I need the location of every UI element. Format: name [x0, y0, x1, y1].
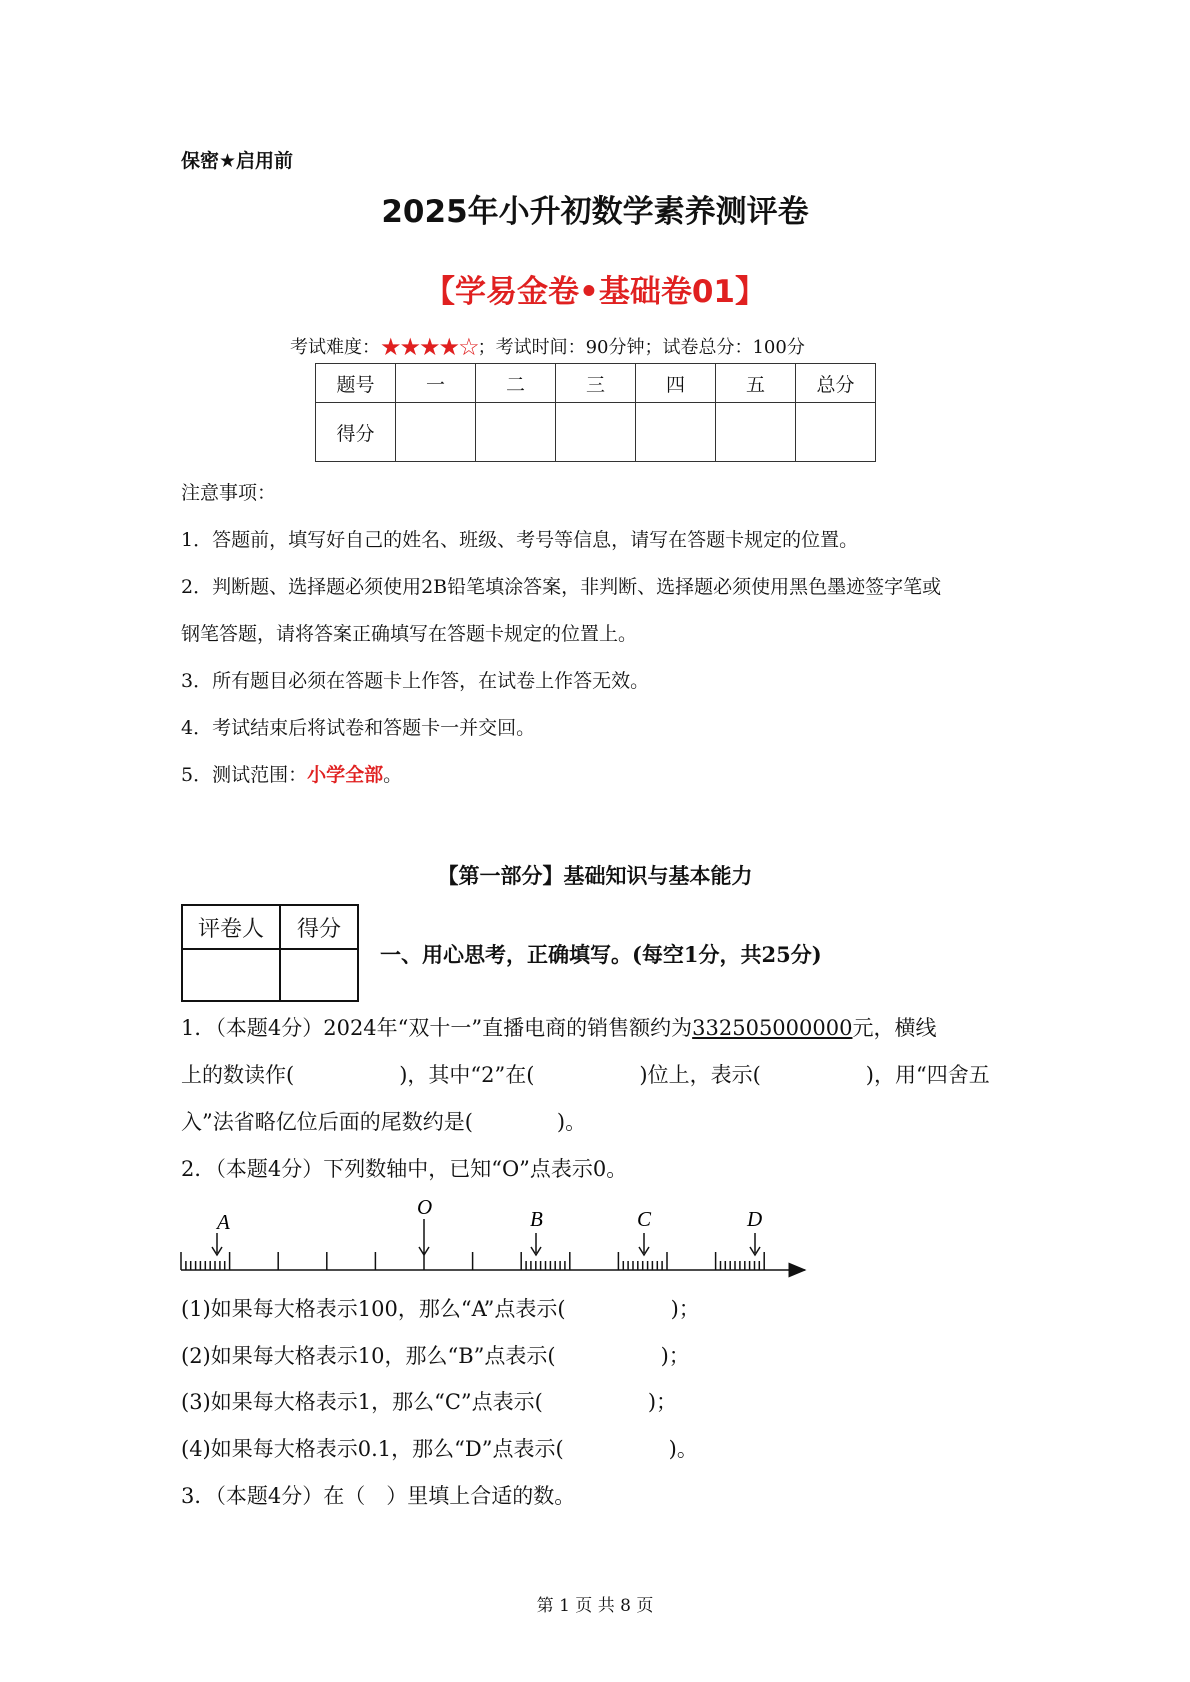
- score-cell[interactable]: [796, 403, 876, 462]
- q1-line2: 上的数读作( )，其中“2”在( )位上，表示( )，用“四舍五: [181, 1063, 990, 1087]
- note-item: 钢笔答题，请将答案正确填写在答题卡规定的位置上。: [181, 623, 638, 645]
- q2-sub2: (2)如果每大格表示10，那么“B”点表示( )；: [181, 1344, 690, 1368]
- score-table: [315, 363, 876, 462]
- note-item: 1．答题前，填写好自己的姓名、班级、考号等信息，请写在答题卡规定的位置。: [181, 529, 859, 551]
- score-header-cell: 三: [556, 364, 636, 403]
- score-header-cell: 题号: [316, 364, 396, 403]
- difficulty-label: 考试难度：: [290, 337, 380, 358]
- score-cell[interactable]: [636, 403, 716, 462]
- q1-line1: [181, 1012, 936, 1042]
- exam-title: 2025年小升初数学素养测评卷: [381, 194, 809, 230]
- score-cell[interactable]: [396, 403, 476, 462]
- label-d: D: [747, 1207, 763, 1231]
- difficulty-stars: ★★★★☆: [380, 333, 478, 361]
- note-item5-prefix: 5．测试范围：: [181, 764, 308, 786]
- label-b: B: [530, 1207, 543, 1231]
- score-header-cell: 五: [716, 364, 796, 403]
- q1-number: 332505000000: [692, 1016, 853, 1040]
- point-a: [212, 1210, 230, 1255]
- exam-meta-rest: ；考试时间：90分钟；试卷总分：100分: [477, 337, 805, 358]
- score-header-cell: 四: [636, 364, 716, 403]
- label-c: C: [637, 1207, 652, 1231]
- q2-sub3: (3)如果每大格表示1，那么“C”点表示( )；: [181, 1390, 678, 1414]
- score-row-label: 得分: [316, 403, 396, 462]
- point-d: [746, 1207, 762, 1255]
- reviewer-header: 评卷人: [182, 905, 280, 949]
- point-c: [637, 1207, 652, 1255]
- note-item: 4．考试结束后将试卷和答题卡一并交回。: [181, 717, 536, 739]
- grader-score-cell[interactable]: [280, 949, 358, 1001]
- notes-title: 注意事项：: [181, 482, 277, 504]
- major-ticks: [181, 1252, 764, 1270]
- q1-line3: 入”法省略亿位后面的尾数约是( )。: [181, 1110, 587, 1134]
- score-header-cell: 总分: [796, 364, 876, 403]
- q1-prefix: 1．（本题4分）2024年“双十一”直播电商的销售额约为: [181, 1016, 693, 1040]
- grader-score-header: 得分: [280, 905, 358, 949]
- exam-subtitle: 【学易金卷•基础卷01】: [424, 274, 766, 310]
- score-header-cell: 二: [476, 364, 556, 403]
- number-line: [175, 1195, 815, 1295]
- section-title: 一、用心思考，正确填写。(每空1分，共25分): [380, 942, 822, 967]
- point-b: [530, 1207, 543, 1255]
- confidential-label: 保密★启用前: [181, 150, 294, 172]
- note-item: [181, 760, 402, 787]
- grader-table: [181, 904, 359, 1002]
- point-o: [417, 1195, 432, 1255]
- note-item: 2．判断题、选择题必须使用2B铅笔填涂答案，非判断、选择题必须使用黑色墨迹签字笔或: [181, 576, 942, 598]
- label-o: O: [417, 1195, 433, 1219]
- part-title: 【第一部分】基础知识与基本能力: [437, 864, 753, 888]
- q1-suffix: 元，横线: [852, 1016, 937, 1040]
- test-scope: 小学全部: [307, 764, 384, 786]
- q2-text: 2．（本题4分）下列数轴中，已知“O”点表示0。: [181, 1157, 628, 1181]
- reviewer-cell[interactable]: [182, 949, 280, 1001]
- page-footer: 第 1 页 共 8 页: [536, 1596, 654, 1616]
- q3-text: 3．（本题4分）在（ ）里填上合适的数。: [181, 1484, 576, 1508]
- score-cell[interactable]: [716, 403, 796, 462]
- exam-meta: [290, 333, 805, 361]
- note-item: 3．所有题目必须在答题卡上作答，在试卷上作答无效。: [181, 670, 650, 692]
- q2-sub4: (4)如果每大格表示0.1，那么“D”点表示( )。: [181, 1437, 698, 1461]
- note-item5-suffix: 。: [383, 764, 403, 786]
- q2-sub1: (1)如果每大格表示100，那么“A”点表示( )；: [181, 1297, 700, 1321]
- score-cell[interactable]: [476, 403, 556, 462]
- score-cell[interactable]: [556, 403, 636, 462]
- score-header-cell: 一: [396, 364, 476, 403]
- label-a: A: [217, 1210, 230, 1234]
